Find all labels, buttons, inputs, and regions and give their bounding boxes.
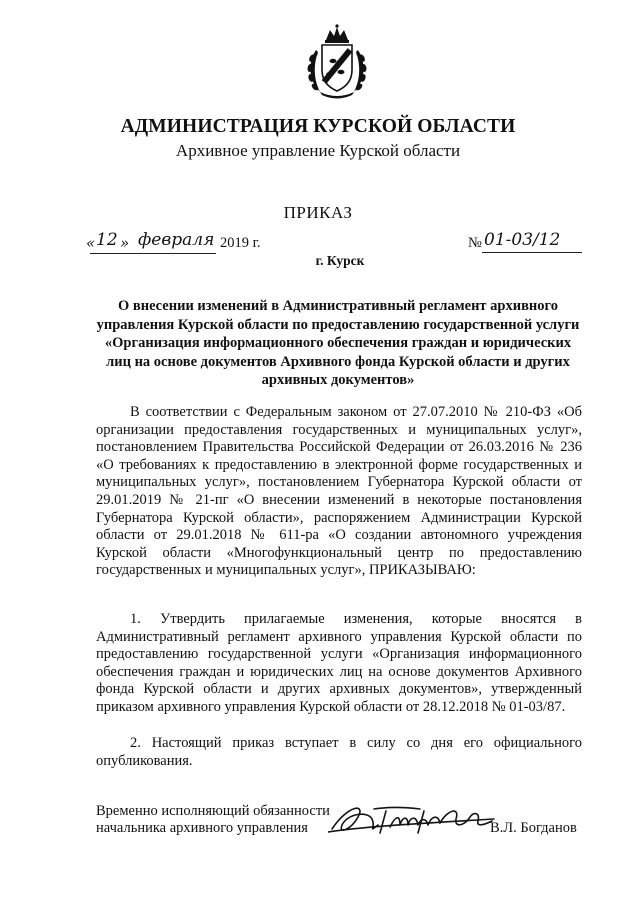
document-type: ПРИКАЗ <box>283 203 353 222</box>
order-item-2: 2. Настоящий приказ вступает в силу со дня его официального опубликования. <box>96 735 582 769</box>
issue-city: г. Курск <box>315 253 365 268</box>
date-close-quote: » <box>120 234 130 252</box>
department-subtitle: Архивное управление Курской области <box>175 141 461 160</box>
document-heading: О внесении изменений в Административный регламент архивного управления Курской области по предоставлению государственной услуги «Организация информационного обеспечения граждан и юридических лиц на основе документов Архивного фонда Курской области и других архивных документов» <box>96 298 580 389</box>
date-year: 2019 г. <box>220 235 261 251</box>
preamble-paragraph: В соответствии с Федеральным законом от 27.07.2010 № 210-ФЗ «Об организации предоставления государственных и муниципальных услуг», постановлением Правительства Российской Федерации от 26.03.2016 № 236 «О требованиях к предоставлению в электронной форме государственных и муниципальных услуг», постановлением Губернатора Курской области от 29.01.2019 № 21-пг «О внесении изменений в некоторые постановления Губернатора Курской области», распоряжением Администрации Курской области от 29.01.2018 № 611-ра «О создании автономного учреждения Курской области «Многофункциональный центр по предоставлению государственных и муниципальных услуг», ПРИКАЗЫВАЮ: <box>96 404 582 579</box>
date-day: 12 <box>96 230 118 250</box>
signature-block <box>96 803 586 843</box>
number-value: 01-03/12 <box>484 230 561 250</box>
handwritten-signature-icon <box>328 799 496 843</box>
signer-name: В.Л. Богданов <box>490 820 577 836</box>
date-open-quote: « <box>86 234 96 252</box>
kursk-region-coat-of-arms-icon <box>304 24 370 100</box>
signer-position-line-1: Временно исполняющий обязанности <box>96 803 330 819</box>
date-month: февраля <box>138 230 215 250</box>
signer-position-line-2: начальника архивного управления <box>96 820 308 836</box>
order-item-1: 1. Утвердить прилагаемые изменения, которые вносятся в Административный регламент архивного управления Курской области по предоставлению государственной услуги «Организация информационного обеспечения граждан и юридических лиц на основе документов Архивного фонда Курской области и других архивных документов», утвержденный приказом архивного управления Курской области от 28.12.2018 № 01-03/87. <box>96 611 582 715</box>
organization-title: АДМИНИСТРАЦИЯ КУРСКОЙ ОБЛАСТИ <box>120 116 516 137</box>
number-sign: № <box>468 235 482 251</box>
